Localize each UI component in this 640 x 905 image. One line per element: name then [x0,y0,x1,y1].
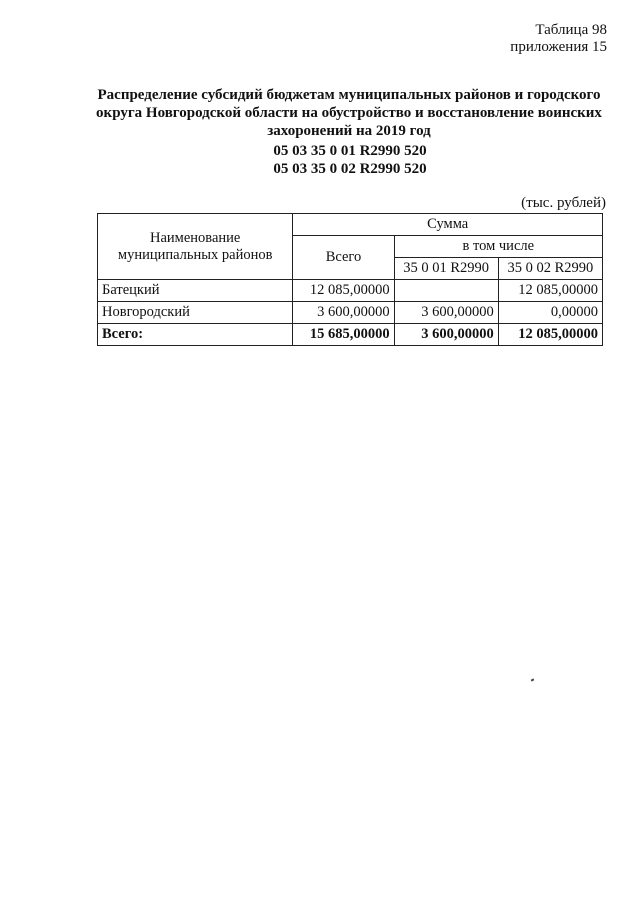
appendix-number: приложения 15 [510,39,607,55]
header-code-a: 35 0 01 R2990 [394,258,498,280]
table-row [98,280,603,302]
title-line-3: захоронений на 2019 год [267,123,431,139]
totals-total: 15 685,00000 [293,324,394,346]
totals-row [98,324,603,346]
table-row [98,302,603,324]
row-amount-b: 0,00000 [498,302,602,324]
units-label: (тыс. рублей) [521,195,606,211]
header-including: в том числе [394,236,602,258]
subsidy-table [97,213,603,346]
row-total: 12 085,00000 [293,280,394,302]
title-line-2: округа Новгородской области на обустройство и восстановление воинских [96,105,602,121]
row-amount-a: 3 600,00000 [394,302,498,324]
table-number: Таблица 98 [535,22,607,38]
document-title [90,86,608,140]
budget-codes [200,142,500,178]
row-amount-a [394,280,498,302]
header-code-b: 35 0 02 R2990 [498,258,602,280]
header-name: Наименование муниципальных районов [98,214,293,280]
totals-amount-a: 3 600,00000 [394,324,498,346]
header-sum: Сумма [293,214,603,236]
table-header [98,214,603,280]
totals-label: Всего: [98,324,293,346]
table-reference [510,22,607,56]
row-total: 3 600,00000 [293,302,394,324]
budget-code-1: 05 03 35 0 01 R2990 520 [273,143,427,159]
row-amount-b: 12 085,00000 [498,280,602,302]
table-body [98,280,603,346]
stray-scan-mark [531,678,535,681]
header-total: Всего [293,236,394,280]
title-line-1: Распределение субсидий бюджетам муниципальных районов и городского [97,87,601,103]
header-row-1 [98,214,603,236]
row-district-name: Батецкий [98,280,293,302]
budget-code-2: 05 03 35 0 02 R2990 520 [273,161,427,177]
totals-amount-b: 12 085,00000 [498,324,602,346]
row-district-name: Новгородский [98,302,293,324]
